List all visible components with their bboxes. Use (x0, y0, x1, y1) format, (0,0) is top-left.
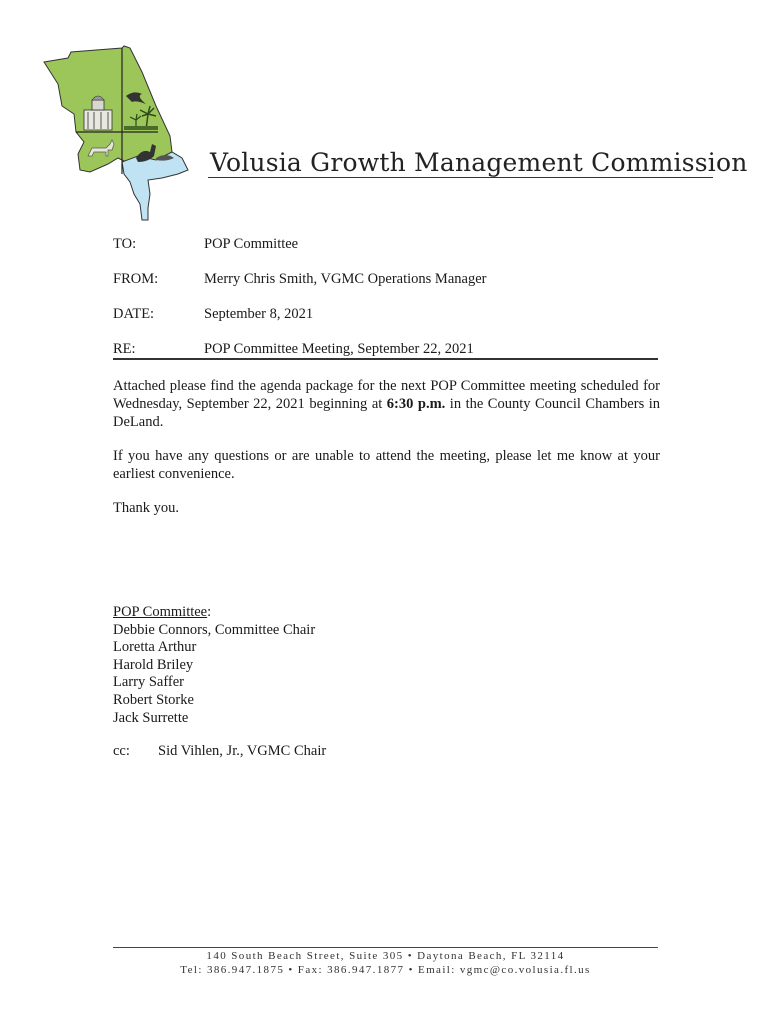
body-paragraph-1 (113, 377, 660, 431)
title-underline (208, 177, 713, 178)
memo-header-rule (113, 358, 658, 360)
committee-list (113, 604, 315, 727)
body-paragraph-3: Thank you. (113, 500, 180, 516)
body-paragraph-2: If you have any questions or are unable to attend the meeting, please let me know at your earliest convenience. (113, 448, 660, 482)
volusia-county-map-logo (38, 44, 206, 222)
cc-line (113, 743, 327, 760)
date-label: DATE: (113, 306, 155, 322)
p1-text-end: in the County Council Chambers in DeLand. (113, 396, 660, 430)
committee-member: Robert Storke (113, 691, 194, 708)
cc-label: cc: (113, 743, 130, 759)
committee-member: Harold Briley (113, 656, 194, 673)
re-value: POP Committee Meeting, September 22, 2021 (204, 341, 474, 357)
footer-contact: Tel: 386.947.1875 • Fax: 386.947.1877 • Email: vgmc@co.volusia.fl.us (180, 964, 591, 976)
p1-text-start: Attached please find the agenda package for the next POP Committee meeting scheduled for Wednesday, September 22, 2021 beginning at (113, 378, 660, 412)
from-label: FROM: (113, 271, 159, 287)
committee-heading: POP Committee (113, 604, 208, 620)
cc-value: Sid Vihlen, Jr., VGMC Chair (158, 743, 327, 759)
from-value: Merry Chris Smith, VGMC Operations Manager (204, 271, 487, 287)
committee-member: Loretta Arthur (113, 639, 197, 656)
committee-member: Larry Saffer (113, 674, 184, 691)
footer-rule (113, 947, 658, 948)
meeting-time: 6:30 p.m. (386, 396, 446, 412)
committee-member: Debbie Connors, Committee Chair (113, 621, 316, 638)
footer-address: 140 South Beach Street, Suite 305 • Daytona Beach, FL 32114 (206, 950, 565, 962)
committee-member: Jack Surrette (113, 709, 189, 726)
to-value: POP Committee (204, 236, 299, 252)
re-label: RE: (113, 341, 136, 357)
organization-title: Volusia Growth Management Commission (210, 148, 748, 177)
map-water (122, 152, 188, 220)
date-value: September 8, 2021 (204, 306, 314, 322)
to-label: TO: (113, 236, 137, 252)
committee-heading-colon: : (207, 604, 212, 620)
